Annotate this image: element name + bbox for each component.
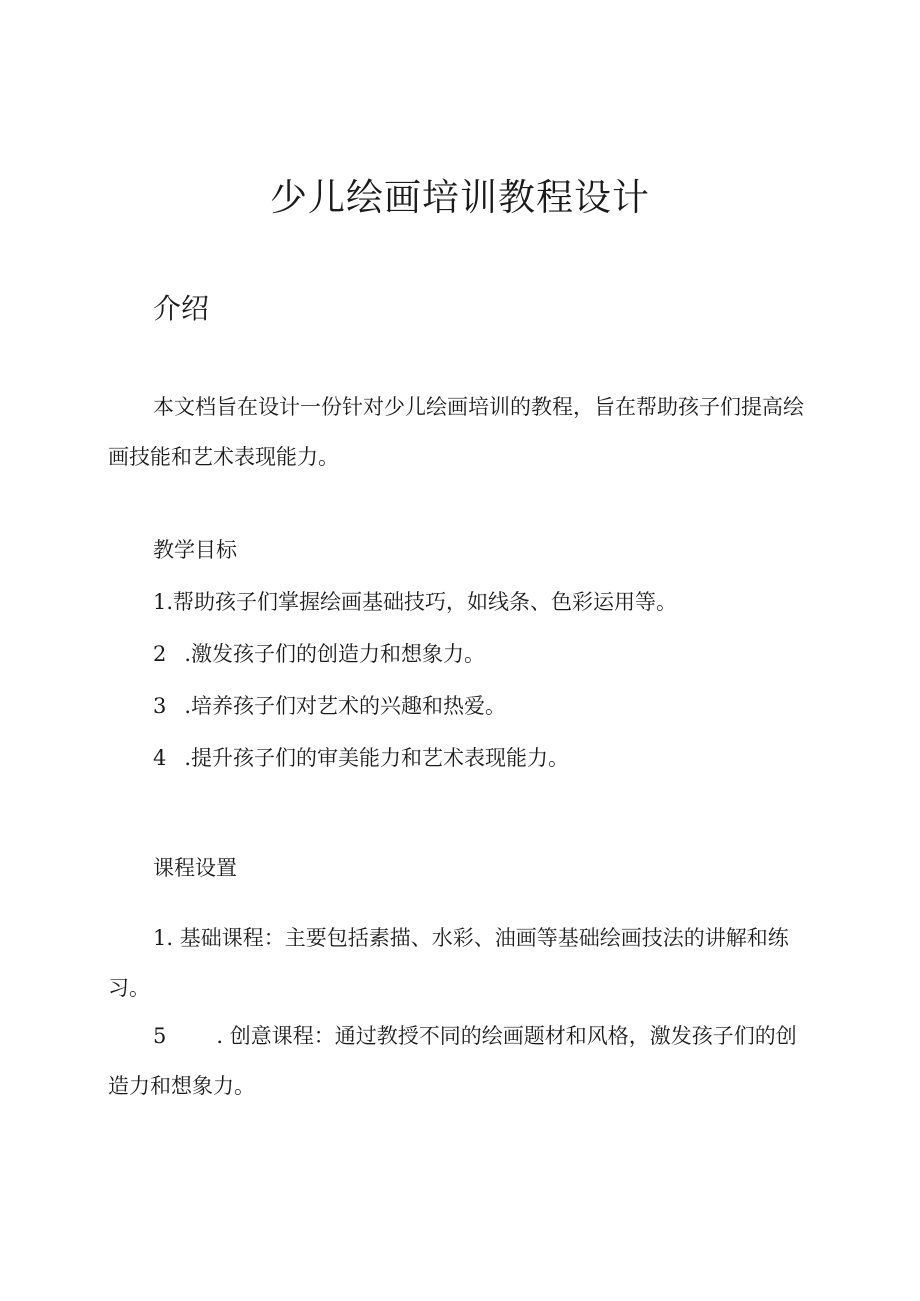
document-title: 少儿绘画培训教程设计 [270,176,650,219]
goal-item-4-number: 4 [153,746,167,770]
goal-item-1-number: 1. [153,590,174,614]
goal-item-4-text: .提升孩子们的审美能力和艺术表现能力。 [184,746,570,770]
course-item-2-text: . 创意课程：通过教授不同的绘画题材和风格，激发孩子们的创造力和想象力。 [108,1024,797,1098]
intro-paragraph: 本文档旨在设计一份针对少儿绘画培训的教程，旨在帮助孩子们提高绘画技能和艺术表现能力。 [108,395,804,469]
goal-item-3-text: .培养孩子们对艺术的兴趣和热爱。 [184,694,507,718]
goal-item-1 [153,585,677,619]
goal-item-2-text: .激发孩子们的创造力和想象力。 [184,642,486,666]
goal-item-3-number: 3 [153,694,167,718]
course-item-2 [108,1011,808,1111]
section-heading-courses: 课程设置 [153,856,237,880]
section-heading-intro: 介绍 [153,292,210,325]
goal-item-2-number: 2 [153,642,167,666]
goal-item-1-text: 帮助孩子们掌握绘画基础技巧，如线条、色彩运用等。 [173,590,678,614]
course-item-2-number: 5 [153,1024,167,1048]
course-item-1: 1. 基础课程：主要包括素描、水彩、油画等基础绘画技法的讲解和练习。 [108,926,789,1000]
goal-item-4 [153,741,569,775]
goal-item-3 [153,689,506,723]
section-heading-goals: 教学目标 [153,538,237,562]
goal-item-2 [153,637,485,671]
